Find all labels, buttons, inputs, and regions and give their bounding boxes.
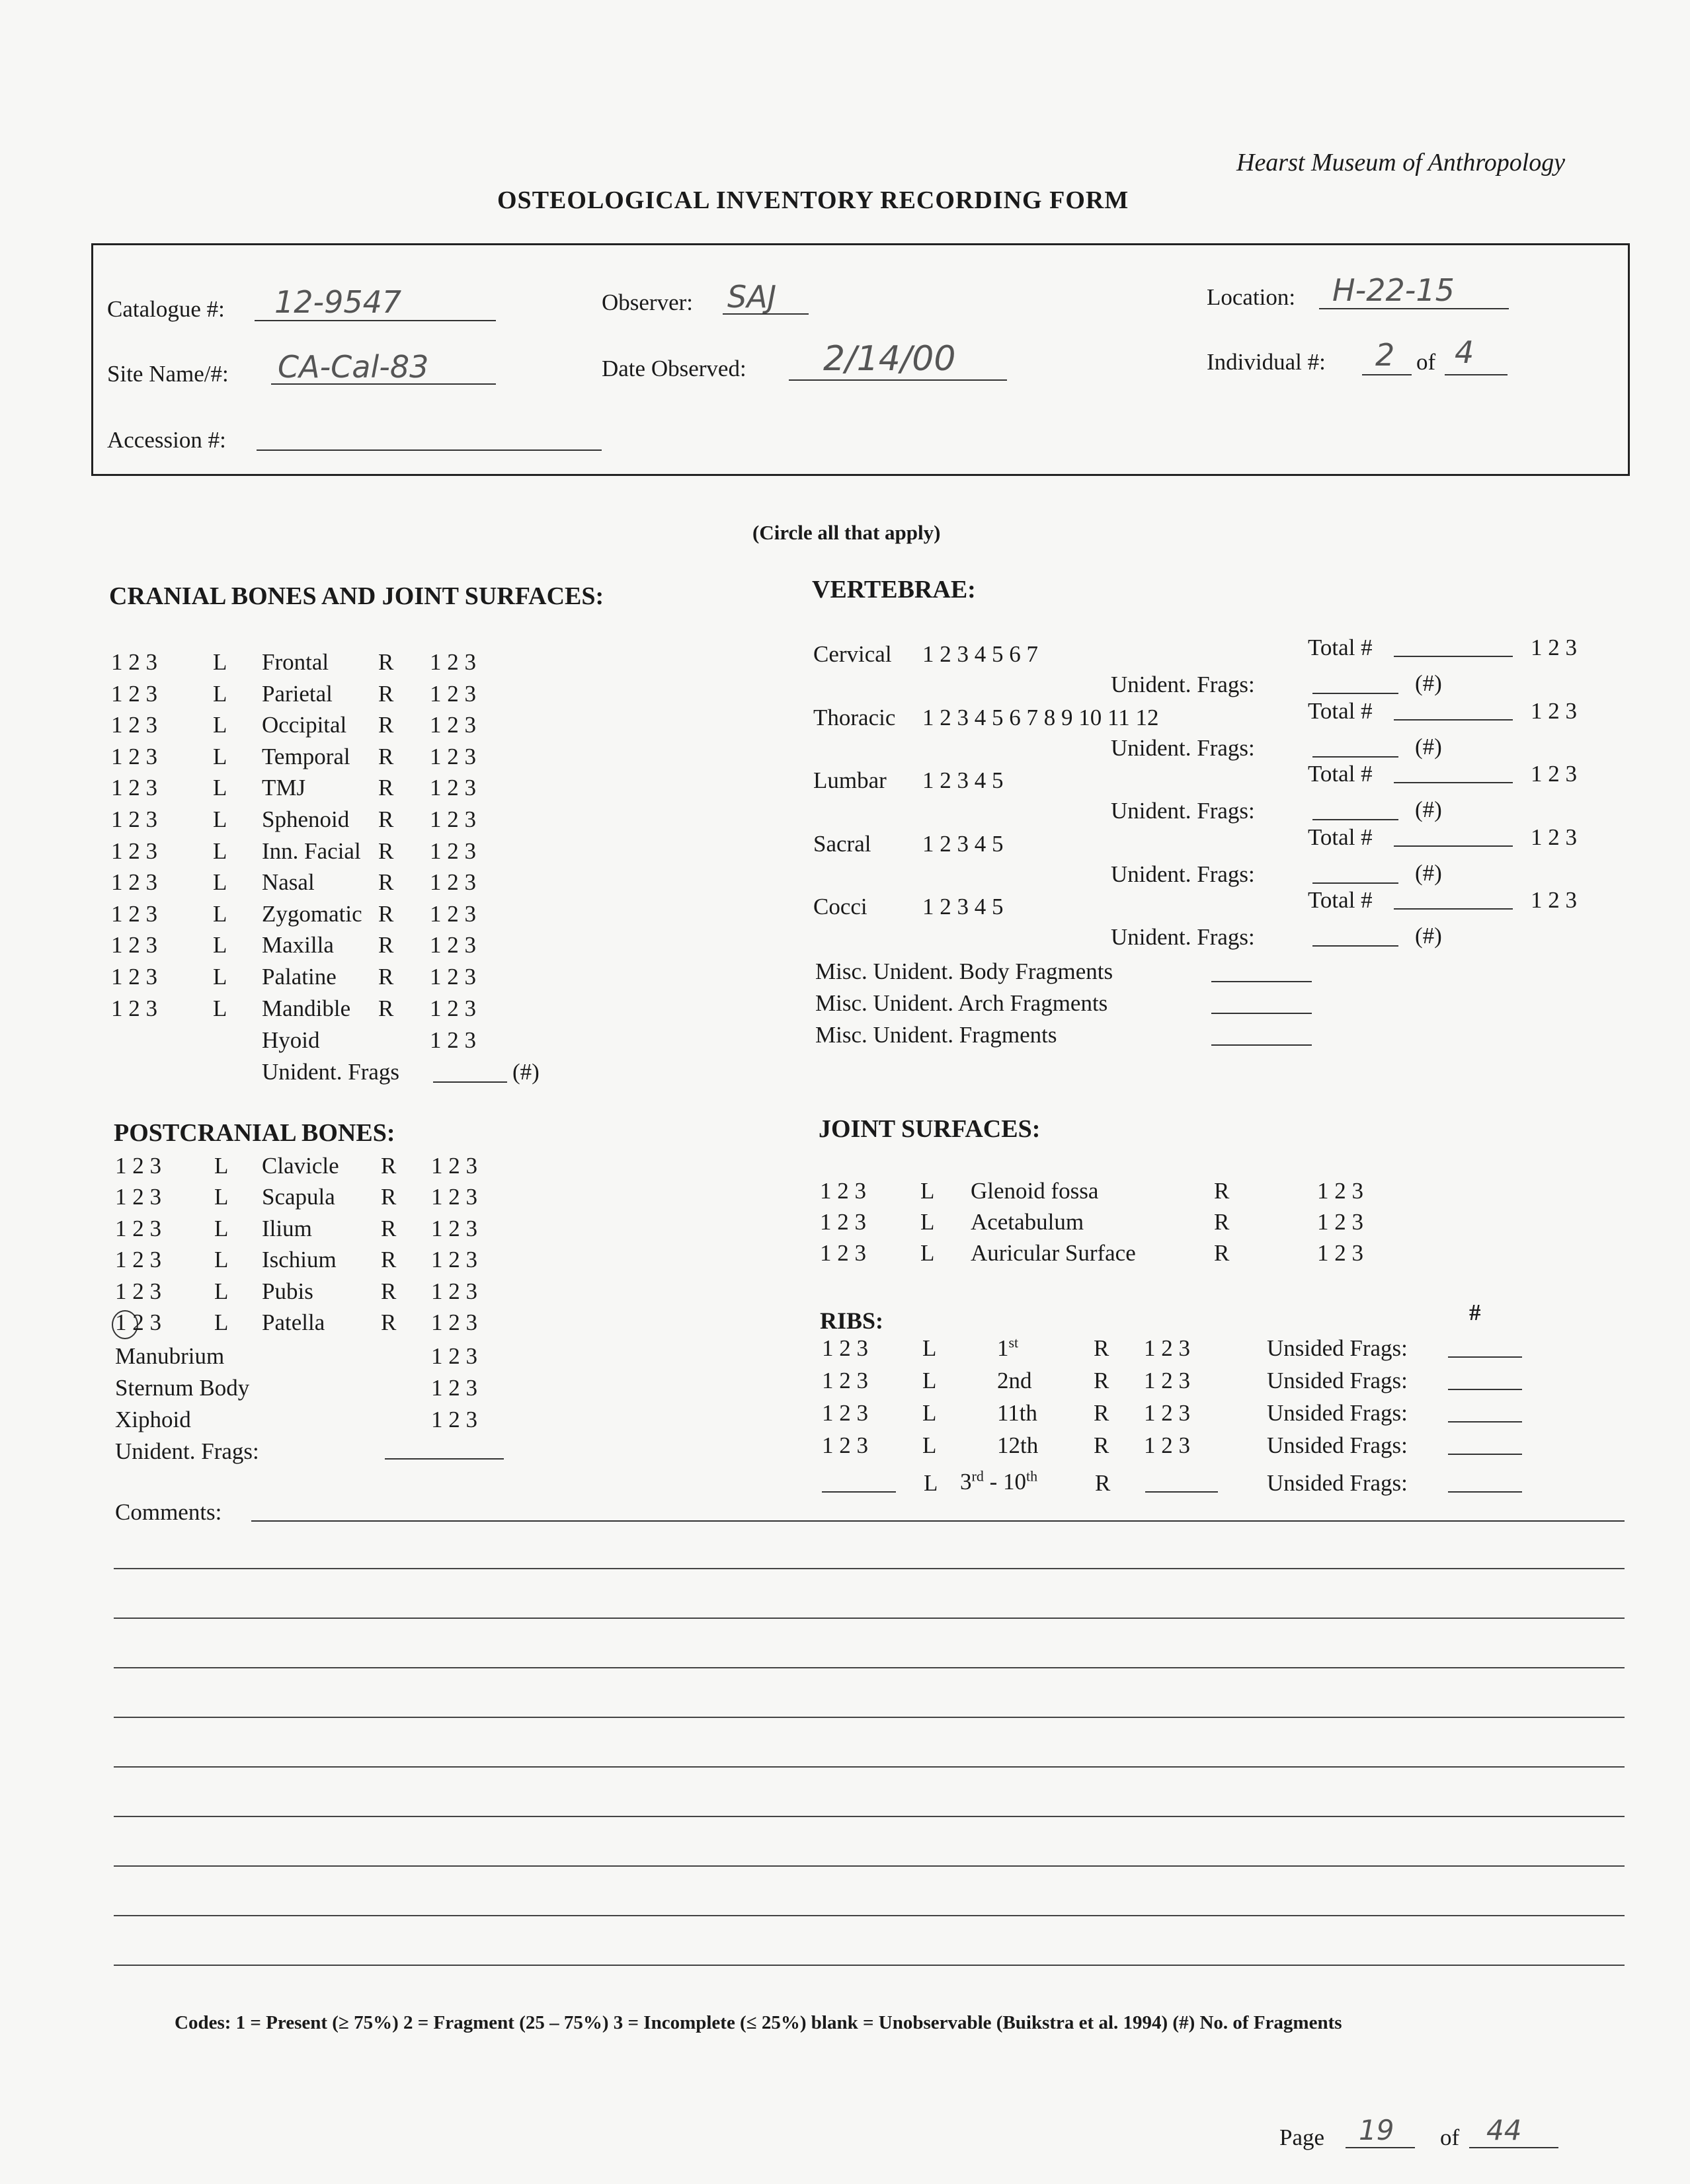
cranial-left-side[interactable]: L [213, 932, 227, 958]
vertebra-frag-mark: (#) [1415, 859, 1442, 886]
cranial-left-side[interactable]: L [213, 900, 227, 927]
vertebra-frag-mark: (#) [1415, 797, 1442, 823]
vertebra-unident-label: Unident. Frags: [1111, 798, 1255, 824]
cranial-left-scale[interactable]: 1 2 3 [111, 964, 157, 990]
rib-left-scale[interactable]: 1 2 3 [822, 1335, 868, 1361]
rib-range-unsided-label: Unsided Frags: [1267, 1470, 1408, 1496]
observer-value[interactable]: SAJ [727, 279, 777, 315]
postcranial-left-scale[interactable]: 1 2 3 [115, 1278, 161, 1304]
vertebra-unident-line[interactable] [1312, 819, 1398, 820]
cranial-right-side[interactable]: R [378, 680, 394, 707]
hyoid-scale[interactable]: 1 2 3 [430, 1027, 476, 1053]
cranial-left-side[interactable]: L [213, 743, 227, 769]
vertebra-frag-mark: (#) [1415, 733, 1442, 760]
joint-row-label: Glenoid fossa [971, 1178, 1099, 1204]
vertebra-total-scale[interactable]: 1 2 3 [1531, 887, 1577, 914]
joint-right-scale[interactable]: 1 2 3 [1317, 1178, 1363, 1204]
postcranial-row-label: Scapula [262, 1184, 335, 1210]
vertebra-row-numbers[interactable]: 1 2 3 4 5 [922, 767, 1004, 794]
postcranial-right-scale[interactable]: 1 2 3 [431, 1184, 477, 1210]
cranial-right-side[interactable]: R [378, 712, 394, 738]
postcranial-row-label: Patella [262, 1309, 325, 1335]
rib-unsided-line[interactable] [1448, 1356, 1522, 1358]
catalogue-line [255, 320, 496, 321]
rib-right-scale[interactable]: 1 2 3 [1144, 1432, 1190, 1458]
observer-line [723, 313, 809, 315]
vertebra-total-scale[interactable]: 1 2 3 [1531, 761, 1577, 787]
rib-left-side[interactable]: L [922, 1432, 937, 1458]
comment-line[interactable] [114, 1667, 1625, 1668]
rib-range-right-side: R [1095, 1470, 1111, 1496]
location-label: Location: [1207, 284, 1296, 310]
cranial-left-scale[interactable]: 1 2 3 [111, 995, 157, 1021]
cranial-row-label: Temporal [262, 743, 350, 769]
codes-legend: Codes: 1 = Present (≥ 75%) 2 = Fragment (25 – 75%) 3 = Incomplete (≤ 25%) blank = Unobservable (Buikstra et al. 1994) (#) No. of Fragments [175, 2012, 1342, 2033]
vertebra-total-label: Total # [1308, 761, 1373, 787]
vertebra-unident-label: Unident. Frags: [1111, 672, 1255, 697]
cranial-right-scale[interactable]: 1 2 3 [430, 775, 476, 801]
rib-unsided-label: Unsided Frags: [1267, 1335, 1408, 1361]
joint-row-label: Acetabulum [971, 1209, 1084, 1235]
rib-right-scale[interactable]: 1 2 3 [1144, 1368, 1190, 1393]
cranial-row-label: Occipital [262, 712, 347, 738]
catalogue-value[interactable]: 12-9547 [274, 284, 402, 320]
postcranial-left-side[interactable]: L [214, 1309, 229, 1335]
individual-total[interactable]: 4 [1455, 334, 1474, 370]
joint-row-label: Auricular Surface [971, 1240, 1136, 1266]
vertebra-row-label: Lumbar [813, 767, 887, 794]
cranial-left-scale[interactable]: 1 2 3 [111, 680, 157, 707]
vertebra-row-label: Sacral [813, 830, 871, 857]
cranial-left-scale[interactable]: 1 2 3 [111, 838, 157, 864]
vertebra-frag-mark: (#) [1415, 923, 1442, 949]
page-number[interactable]: 19 [1359, 2114, 1394, 2146]
cranial-left-side[interactable]: L [213, 995, 227, 1021]
rib-left-scale[interactable]: 1 2 3 [822, 1400, 868, 1426]
rib-left-side[interactable]: L [922, 1400, 937, 1426]
cranial-right-side[interactable]: R [378, 743, 394, 769]
cranial-right-scale[interactable]: 1 2 3 [430, 712, 476, 738]
cranial-right-side[interactable]: R [378, 900, 394, 927]
cranial-row-label: Sphenoid [262, 806, 350, 832]
rib-left-scale[interactable]: 1 2 3 [822, 1368, 868, 1393]
vertebra-unident-label: Unident. Frags: [1111, 861, 1255, 887]
cranial-right-side[interactable]: R [378, 775, 394, 801]
vertebra-total-label: Total # [1308, 635, 1373, 660]
date-label: Date Observed: [602, 356, 746, 381]
vertebra-row-label: Cocci [813, 894, 867, 920]
postcranial-left-side[interactable]: L [214, 1278, 229, 1304]
cranial-right-side[interactable]: R [378, 995, 394, 1021]
vertebra-row-label: Thoracic [813, 704, 896, 730]
rib-unsided-label: Unsided Frags: [1267, 1368, 1408, 1393]
postcranial-right-side[interactable]: R [381, 1278, 397, 1304]
cranial-right-scale[interactable]: 1 2 3 [430, 743, 476, 769]
individual-label: Individual #: [1207, 349, 1326, 375]
cranial-right-side[interactable]: R [378, 838, 394, 864]
cranial-right-scale[interactable]: 1 2 3 [430, 900, 476, 927]
cranial-right-scale[interactable]: 1 2 3 [430, 838, 476, 864]
cranial-left-side[interactable]: L [213, 806, 227, 832]
museum-name: Hearst Museum of Anthropology [1236, 149, 1566, 176]
comment-line[interactable] [114, 1915, 1625, 1916]
cranial-left-scale[interactable]: 1 2 3 [111, 932, 157, 958]
rib-range-unsided-line[interactable] [1448, 1491, 1522, 1493]
rib-row-label: 2nd [997, 1368, 1032, 1393]
postcranial-left-scale[interactable]: 1 2 3 [115, 1247, 161, 1273]
cranial-row-label: Maxilla [262, 932, 334, 958]
cranial-heading: CRANIAL BONES AND JOINT SURFACES: [109, 582, 604, 610]
form-title: OSTEOLOGICAL INVENTORY RECORDING FORM [497, 186, 1129, 214]
joint-left-scale[interactable]: 1 2 3 [820, 1178, 866, 1204]
individual-value[interactable]: 2 [1375, 337, 1395, 373]
vertebra-total-scale[interactable]: 1 2 3 [1531, 697, 1577, 724]
cranial-row-label: Inn. Facial [262, 838, 361, 864]
postcranial-right-side[interactable]: R [381, 1153, 397, 1179]
cranial-left-scale[interactable]: 1 2 3 [111, 806, 157, 832]
rib-left-scale[interactable]: 1 2 3 [822, 1432, 868, 1458]
rib-right-side[interactable]: R [1094, 1368, 1109, 1393]
cranial-left-scale[interactable]: 1 2 3 [111, 649, 157, 675]
location-line [1319, 308, 1509, 309]
postcranial-right-side[interactable]: R [381, 1309, 397, 1335]
joint-right-scale[interactable]: 1 2 3 [1317, 1209, 1363, 1235]
vertebra-frag-mark: (#) [1415, 670, 1442, 696]
cranial-right-scale[interactable]: 1 2 3 [430, 932, 476, 958]
postcranial-unident-label: Unident. Frags: [115, 1438, 259, 1464]
site-label: Site Name/#: [107, 361, 229, 387]
postcranial-row-label: Ilium [262, 1215, 312, 1241]
rib-left-side[interactable]: L [922, 1335, 937, 1361]
comment-line[interactable] [114, 1865, 1625, 1867]
rib-unsided-line[interactable] [1448, 1389, 1522, 1390]
misc-fragment-label: Misc. Unident. Arch Fragments [815, 990, 1108, 1016]
circle-instruction: (Circle all that apply) [752, 521, 941, 544]
vertebra-total-line[interactable] [1394, 719, 1513, 721]
ribs-heading: RIBS: [820, 1307, 884, 1334]
vertebra-total-scale[interactable]: 1 2 3 [1531, 824, 1577, 850]
vertebrae-heading: VERTEBRAE: [812, 576, 976, 604]
postcranial-right-side[interactable]: R [381, 1247, 397, 1273]
page-number-line [1346, 2147, 1415, 2148]
location-value[interactable]: H-22-15 [1332, 272, 1455, 308]
postcranial-right-side[interactable]: R [381, 1184, 397, 1210]
vertebra-unident-line[interactable] [1312, 882, 1398, 884]
rib-range-left-line[interactable] [822, 1491, 896, 1493]
cranial-right-scale[interactable]: 1 2 3 [430, 806, 476, 832]
observer-label: Observer: [602, 290, 694, 315]
vertebra-total-label: Total # [1308, 697, 1373, 724]
joint-left-scale[interactable]: 1 2 3 [820, 1240, 866, 1266]
postcranial-row-label: Ischium [262, 1247, 337, 1273]
postcranial-right-scale[interactable]: 1 2 3 [431, 1153, 477, 1179]
postcranial-single-label: Manubrium [115, 1343, 225, 1369]
vertebra-total-line[interactable] [1394, 656, 1513, 657]
vertebra-unident-line[interactable] [1312, 945, 1398, 947]
misc-fragment-line[interactable] [1211, 1013, 1312, 1014]
vertebra-row-numbers[interactable]: 1 2 3 4 5 6 7 8 9 10 11 12 [922, 704, 1159, 730]
rib-right-scale[interactable]: 1 2 3 [1144, 1400, 1190, 1426]
vertebra-unident-label: Unident. Frags: [1111, 734, 1255, 761]
individual-total-line [1445, 374, 1508, 375]
cranial-left-side[interactable]: L [213, 838, 227, 864]
postcranial-single-scale[interactable]: 1 2 3 [431, 1375, 477, 1401]
rib-right-side[interactable]: R [1094, 1335, 1109, 1361]
postcranial-row-label: Clavicle [262, 1153, 339, 1179]
postcranial-right-side[interactable]: R [381, 1215, 397, 1241]
cranial-left-side[interactable]: L [213, 712, 227, 738]
rib-row-label: 11th [997, 1400, 1037, 1426]
cranial-row-label: Zygomatic [262, 900, 362, 927]
joint-heading: JOINT SURFACES: [819, 1115, 1041, 1143]
rib-unsided-label: Unsided Frags: [1267, 1400, 1408, 1426]
rib-range-left-side: L [924, 1470, 938, 1496]
individual-line [1362, 374, 1412, 375]
cranial-row-label: Parietal [262, 680, 333, 707]
cranial-left-scale[interactable]: 1 2 3 [111, 743, 157, 769]
cranial-right-scale[interactable]: 1 2 3 [430, 649, 476, 675]
cranial-unident-label: Unident. Frags [262, 1059, 400, 1085]
cranial-left-scale[interactable]: 1 2 3 [111, 712, 157, 738]
vertebra-row-label: Cervical [813, 641, 892, 667]
postcranial-single-scale[interactable]: 1 2 3 [431, 1343, 477, 1369]
rib-row-label: 12th [997, 1432, 1039, 1458]
of-label: of [1416, 349, 1436, 375]
vertebra-total-line[interactable] [1394, 782, 1513, 783]
cranial-right-scale[interactable]: 1 2 3 [430, 995, 476, 1021]
rib-row-label: 1st [997, 1334, 1019, 1361]
joint-left-side[interactable]: L [920, 1209, 935, 1235]
cranial-right-scale[interactable]: 1 2 3 [430, 680, 476, 707]
vertebra-total-line[interactable] [1394, 845, 1513, 847]
comment-line[interactable] [114, 1766, 1625, 1768]
site-line [271, 383, 496, 385]
vertebra-row-numbers[interactable]: 1 2 3 4 5 [922, 830, 1004, 857]
postcranial-left-scale[interactable]: 1 2 3 [115, 1184, 161, 1210]
joint-right-side[interactable]: R [1214, 1240, 1230, 1266]
postcranial-right-scale[interactable]: 1 2 3 [431, 1309, 477, 1335]
postcranial-unident-line[interactable] [385, 1458, 504, 1460]
catalogue-label: Catalogue #: [107, 296, 225, 322]
comments-line-first[interactable] [251, 1520, 1625, 1522]
page-total[interactable]: 44 [1486, 2114, 1522, 2146]
vertebra-unident-line[interactable] [1312, 693, 1398, 694]
misc-fragment-line[interactable] [1211, 1044, 1312, 1046]
postcranial-right-scale[interactable]: 1 2 3 [431, 1278, 477, 1304]
cranial-right-scale[interactable]: 1 2 3 [430, 869, 476, 896]
page-total-line [1469, 2147, 1558, 2148]
joint-left-side[interactable]: L [920, 1240, 935, 1266]
comment-line[interactable] [114, 1568, 1625, 1569]
cranial-right-side[interactable]: R [378, 964, 394, 990]
rib-range-right-line[interactable] [1145, 1491, 1218, 1493]
vertebra-total-label: Total # [1308, 824, 1373, 850]
postcranial-single-scale[interactable]: 1 2 3 [431, 1407, 477, 1432]
site-value[interactable]: CA-Cal-83 [278, 349, 429, 385]
misc-fragment-label: Misc. Unident. Body Fragments [815, 958, 1113, 984]
misc-fragment-line[interactable] [1211, 981, 1312, 982]
postcranial-left-side[interactable]: L [214, 1247, 229, 1273]
rib-range-label: 3rd - 10th [960, 1467, 1038, 1495]
comment-line[interactable] [114, 1965, 1625, 1966]
cranial-left-side[interactable]: L [213, 649, 227, 675]
cranial-right-scale[interactable]: 1 2 3 [430, 964, 476, 990]
comments-label: Comments: [115, 1499, 222, 1525]
postcranial-right-scale[interactable]: 1 2 3 [431, 1215, 477, 1241]
cranial-row-label: Frontal [262, 649, 329, 675]
comment-line[interactable] [114, 1618, 1625, 1619]
cranial-left-scale[interactable]: 1 2 3 [111, 869, 157, 896]
page-of-label: of [1440, 2125, 1460, 2150]
vertebra-total-scale[interactable]: 1 2 3 [1531, 635, 1577, 660]
rib-left-side[interactable]: L [922, 1368, 937, 1393]
vertebra-unident-label: Unident. Frags: [1111, 924, 1255, 951]
cranial-row-label: Mandible [262, 995, 351, 1021]
postcranial-left-side[interactable]: L [214, 1184, 229, 1210]
postcranial-left-scale[interactable]: 1 2 3 [115, 1153, 161, 1179]
joint-right-side[interactable]: R [1214, 1178, 1230, 1204]
cranial-frag-mark: (#) [512, 1059, 540, 1085]
postcranial-heading: POSTCRANIAL BONES: [114, 1119, 395, 1147]
date-value[interactable]: 2/14/00 [823, 339, 956, 379]
vertebra-total-line[interactable] [1394, 908, 1513, 910]
vertebra-unident-line[interactable] [1312, 756, 1398, 758]
joint-left-scale[interactable]: 1 2 3 [820, 1209, 866, 1235]
cranial-left-scale[interactable]: 1 2 3 [111, 775, 157, 801]
cranial-right-side[interactable]: R [378, 869, 394, 896]
vertebra-row-numbers[interactable]: 1 2 3 4 5 [922, 894, 1004, 920]
cranial-left-side[interactable]: L [213, 869, 227, 896]
cranial-row-label: Nasal [262, 869, 315, 896]
rib-unsided-line[interactable] [1448, 1454, 1522, 1455]
vertebra-row-numbers[interactable]: 1 2 3 4 5 6 7 [922, 641, 1038, 667]
cranial-right-side[interactable]: R [378, 932, 394, 958]
joint-left-side[interactable]: L [920, 1178, 935, 1204]
accession-label: Accession #: [107, 427, 226, 453]
rib-unsided-line[interactable] [1448, 1421, 1522, 1423]
joint-right-scale[interactable]: 1 2 3 [1317, 1240, 1363, 1266]
date-line [789, 379, 1007, 381]
rib-right-side[interactable]: R [1094, 1400, 1109, 1426]
postcranial-row-label: Pubis [262, 1278, 313, 1304]
page-label: Page [1279, 2125, 1325, 2150]
cranial-right-side[interactable]: R [378, 806, 394, 832]
rib-right-scale[interactable]: 1 2 3 [1144, 1335, 1190, 1361]
rib-unsided-label: Unsided Frags: [1267, 1432, 1408, 1458]
cranial-row-label: TMJ [262, 775, 306, 801]
cranial-row-label: Palatine [262, 964, 337, 990]
postcranial-single-label: Sternum Body [115, 1375, 250, 1401]
cranial-left-scale[interactable]: 1 2 3 [111, 900, 157, 927]
cranial-left-side[interactable]: L [213, 775, 227, 801]
vertebra-total-label: Total # [1308, 887, 1373, 914]
postcranial-left-scale[interactable]: 1 2 3 [115, 1309, 161, 1335]
postcranial-left-side[interactable]: L [214, 1215, 229, 1241]
comment-line[interactable] [114, 1717, 1625, 1718]
ribs-hash: # [1469, 1300, 1481, 1325]
postcranial-left-scale[interactable]: 1 2 3 [115, 1215, 161, 1241]
joint-right-side[interactable]: R [1214, 1209, 1230, 1235]
cranial-left-side[interactable]: L [213, 964, 227, 990]
postcranial-right-scale[interactable]: 1 2 3 [431, 1247, 477, 1273]
rib-right-side[interactable]: R [1094, 1432, 1109, 1458]
postcranial-single-label: Xiphoid [115, 1407, 191, 1432]
cranial-unident-line[interactable] [433, 1081, 507, 1083]
cranial-row-hyoid: Hyoid [262, 1027, 320, 1053]
cranial-right-side[interactable]: R [378, 649, 394, 675]
misc-fragment-label: Misc. Unident. Fragments [815, 1022, 1057, 1048]
cranial-left-side[interactable]: L [213, 680, 227, 707]
comment-line[interactable] [114, 1816, 1625, 1817]
postcranial-left-side[interactable]: L [214, 1153, 229, 1179]
accession-line[interactable] [257, 449, 602, 451]
